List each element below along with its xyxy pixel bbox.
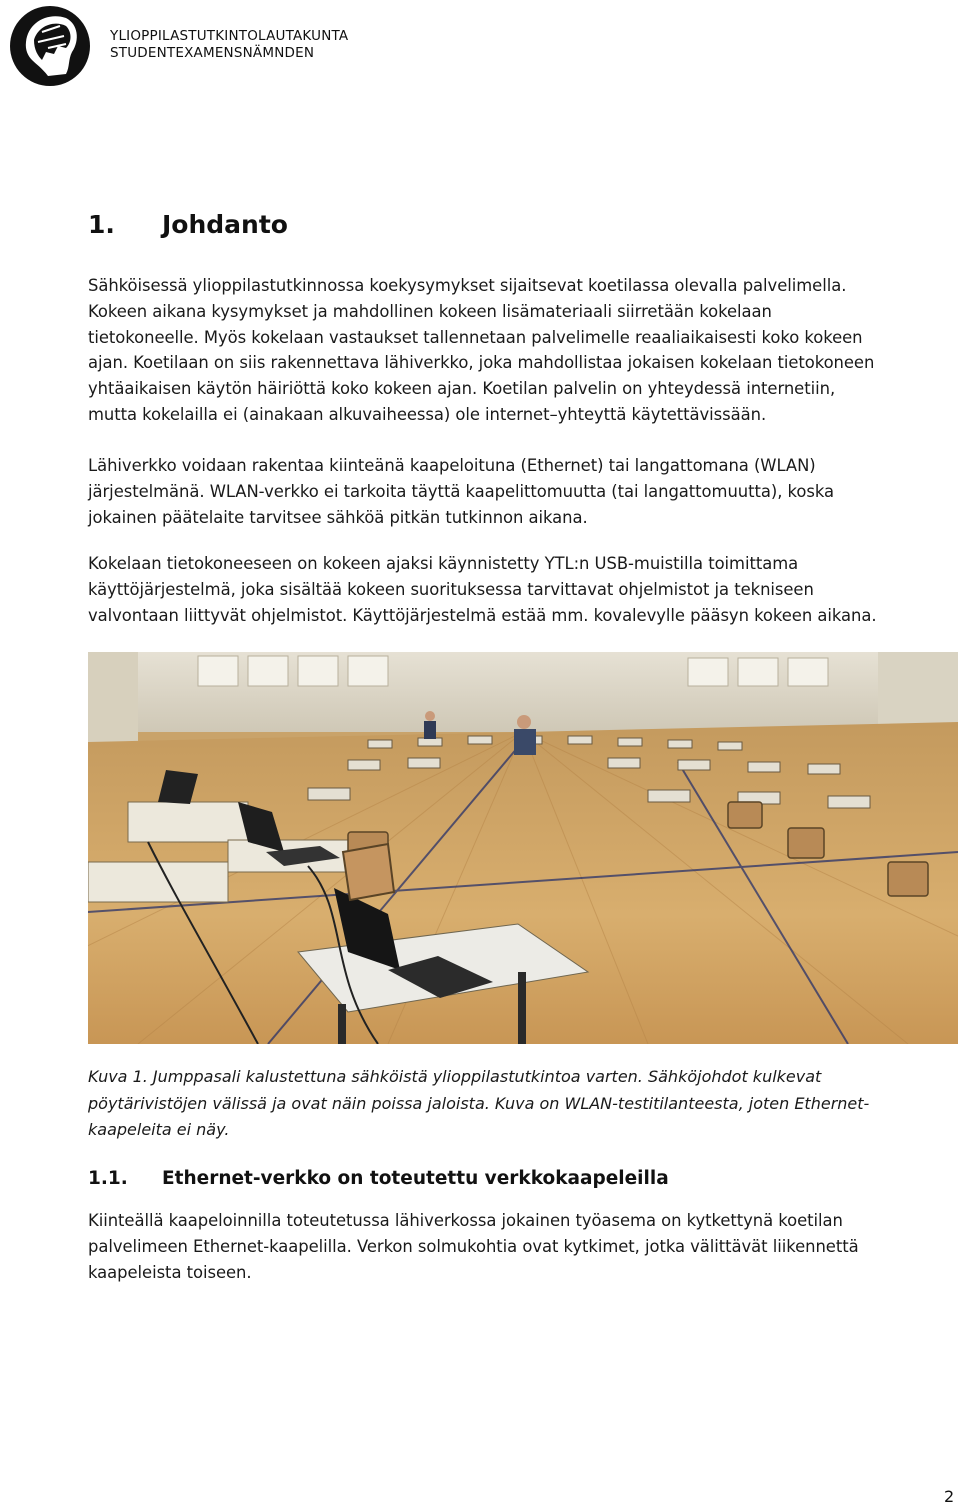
organization-name: [110, 28, 348, 62]
paragraph-line: ajan. Koetilaan on siis rakennettava lähiverkko, joka mahdollistaa jokaisen kokelaan tietokoneen: [88, 353, 875, 373]
paragraph-line: Kokelaan tietokoneeseen on kokeen ajaksi käynnistetty YTL:n USB-muistilla toimittama: [88, 554, 799, 573]
figure-caption: [88, 1064, 948, 1144]
caption-line: kaapeleita ei näy.: [88, 1120, 230, 1139]
paragraph-intro: [88, 273, 948, 428]
paragraph-network: [88, 453, 948, 530]
paragraph-line: valvontaan liittyvät ohjelmistot. Käyttöjärjestelmä estää mm. kovalevylle pääsyn kokeen aikana.: [88, 605, 877, 625]
paragraph-line: Sähköisessä ylioppilastutkinnossa koekysymykset sijaitsevat koetilassa olevalla palvelimella.: [88, 276, 847, 295]
exam-hall-photo: [88, 652, 958, 1044]
paragraph-line: mutta kokelailla ei (ainakaan alkuvaiheessa) ole internet–yhteyttä käytettävissään.: [88, 404, 767, 424]
subsection-heading-ethernet: [88, 1168, 669, 1189]
section-number: 1.: [88, 210, 115, 239]
caption-line: Kuva 1. Jumppasali kalustettuna sähköistä ylioppilastutkintoa varten. Sähköjohdot kulkevat: [88, 1067, 822, 1086]
subsection-number: 1.1.: [88, 1168, 128, 1189]
paragraph-line: järjestelmänä. WLAN-verkko ei tarkoita täyttä kaapelittomuutta (tai langattomuutta), koska: [88, 481, 835, 501]
paragraph-os: [88, 551, 948, 628]
subsection-title: Ethernet-verkko on toteutettu verkkokaapeleilla: [162, 1168, 669, 1189]
paragraph-line: Kokeen aikana kysymykset ja mahdollinen kokeen lisämateriaali siirretään kokelaan: [88, 301, 772, 321]
section-heading-johdanto: [88, 210, 288, 239]
exam-hall-illustration: [88, 652, 958, 1044]
paragraph-line: kaapeleista toiseen.: [88, 1262, 252, 1282]
organization-name-finnish: YLIOPPILASTUTKINTOLAUTAKUNTA: [110, 28, 349, 44]
paragraph-line: käyttöjärjestelmä, joka sisältää kokeen suorituksessa tarvittavat ohjelmistot ja tekniseen: [88, 579, 814, 599]
paragraph-line: yhtäaikaisen käytön häiriöttä koko kokeen ajan. Koetilan palvelin on yhteydessä internetiin,: [88, 379, 836, 399]
section-title: Johdanto: [162, 210, 288, 239]
helmeted-head-logo-icon: [8, 2, 92, 92]
paragraph-line: Kiinteällä kaapeloinnilla toteutetussa lähiverkossa jokainen työasema on kytkettynä koetilan: [88, 1211, 843, 1230]
caption-line: pöytärivistöjen välissä ja ovat näin poissa jaloista. Kuva on WLAN-testitilanteesta, joten Ethernet-: [88, 1093, 870, 1113]
paragraph-line: tietokoneelle. Myös kokelaan vastaukset tallennetaan palvelimelle reaaliaikaisesti koko kokeen: [88, 327, 863, 347]
paragraph-line: palvelimeen Ethernet-kaapelilla. Verkon solmukohtia ovat kytkimet, jotka välittävät liikennettä: [88, 1236, 859, 1256]
page-header: [0, 0, 960, 90]
paragraph-line: Lähiverkko voidaan rakentaa kiinteänä kaapeloituna (Ethernet) tai langattomana (WLAN): [88, 456, 816, 475]
organization-name-swedish: STUDENTEXAMENSNÄMNDEN: [110, 45, 315, 61]
page-number: 2: [944, 1487, 955, 1506]
paragraph-line: jokainen päätelaite tarvitsee sähköä pitkän tutkinnon aikana.: [88, 507, 588, 527]
paragraph-ethernet: [88, 1208, 948, 1285]
